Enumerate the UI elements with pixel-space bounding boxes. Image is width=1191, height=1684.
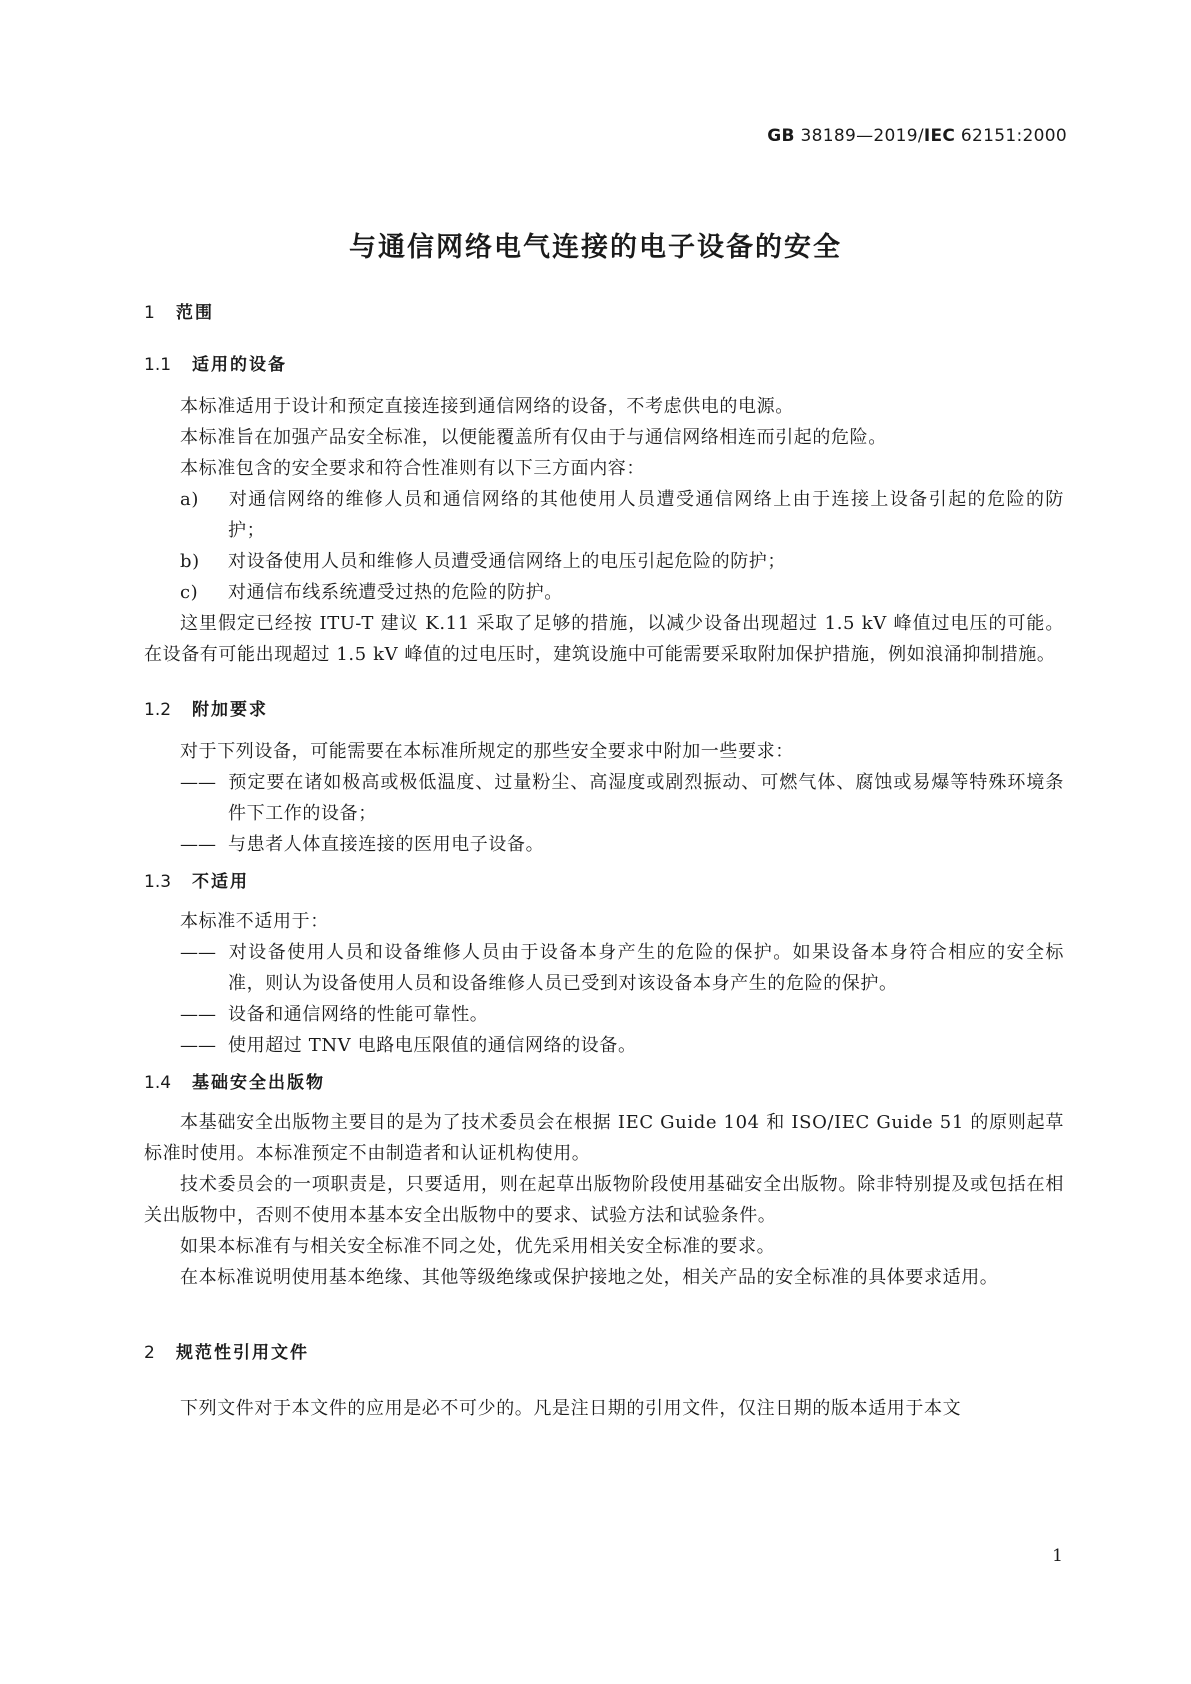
heading-section-1: [144, 298, 214, 323]
list-marker: c): [180, 582, 199, 603]
heading-section-1-4: [144, 1068, 325, 1093]
dash-item: [144, 1030, 1064, 1061]
paragraph: 本基础安全出版物主要目的是为了技术委员会在根据 IEC Guide 104 和 ISO/IEC Guide 51 的原则起草标准时使用。本标准预定不由制造者和认证机构使用。: [144, 1112, 1064, 1164]
heading-section-2: [144, 1338, 309, 1363]
std-number: 38189—2019/: [794, 126, 924, 146]
section-title: 附加要求: [192, 700, 268, 720]
list-item-text: 对通信网络的维修人员和通信网络的其他使用人员遭受通信网络上由于连接上设备引起的危险的防护；: [228, 489, 1064, 541]
dash-item-text: 预定要在诸如极高或极低温度、过量粉尘、高湿度或剧烈振动、可燃气体、腐蚀或易爆等特殊环境条件下工作的设备；: [228, 772, 1064, 824]
std-iec-prefix: IEC: [923, 126, 956, 146]
document-title: 与通信网络电气连接的电子设备的安全: [349, 232, 842, 263]
paragraph: 这里假定已经按 ITU-T 建议 K.11 采取了足够的措施，以减少设备出现超过 1.5 kV 峰值过电压的可能。在设备有可能出现超过 1.5 kV 峰值的过电压时，建筑设施中可能需要采取附加保护措施，例如浪涌抑制措施。: [144, 613, 1064, 665]
list-item: [144, 546, 1064, 577]
section-1-2-body: [144, 736, 1064, 860]
dash-item-text: 使用超过 TNV 电路电压限值的通信网络的设备。: [228, 1035, 637, 1056]
dash-marker: ——: [180, 1004, 216, 1025]
heading-section-1-2: [144, 695, 268, 720]
heading-section-1-3: [144, 867, 249, 892]
dash-marker: ——: [180, 834, 216, 855]
paragraph: 本标准旨在加强产品安全标准，以便能覆盖所有仅由于与通信网络相连而引起的危险。: [180, 427, 887, 448]
dash-item: [144, 829, 1064, 860]
dash-item-text: 设备和通信网络的性能可靠性。: [228, 1004, 489, 1025]
section-number: 1.4: [144, 1073, 172, 1093]
dash-item: [144, 937, 1064, 999]
std-iec-number: 62151:2000: [955, 126, 1067, 146]
dash-item: [144, 767, 1064, 829]
dash-marker: ——: [180, 942, 216, 963]
dash-marker: ——: [180, 1035, 216, 1056]
dash-item-text: 对设备使用人员和设备维修人员由于设备本身产生的危险的保护。如果设备本身符合相应的安全标准，则认为设备使用人员和设备维修人员已受到对该设备本身产生的危险的保护。: [228, 942, 1064, 994]
dash-item-text: 与患者人体直接连接的医用电子设备。: [228, 834, 545, 855]
paragraph: 技术委员会的一项职责是，只要适用，则在起草出版物阶段使用基础安全出版物。除非特别提及或包括在相关出版物中，否则不使用本基本安全出版物中的要求、试验方法和试验条件。: [144, 1174, 1064, 1226]
section-number: 1.3: [144, 872, 172, 892]
paragraph: 在本标准说明使用基本绝缘、其他等级绝缘或保护接地之处，相关产品的安全标准的具体要求适用。: [180, 1267, 999, 1288]
paragraph: 下列文件对于本文件的应用是必不可少的。凡是注日期的引用文件，仅注日期的版本适用于本文: [180, 1398, 962, 1419]
paragraph: 对于下列设备，可能需要在本标准所规定的那些安全要求中附加一些要求：: [180, 741, 794, 762]
list-marker: a): [180, 489, 199, 510]
list-marker: b): [180, 551, 200, 572]
paragraph: 如果本标准有与相关安全标准不同之处，优先采用相关安全标准的要求。: [180, 1236, 776, 1257]
page-number: 1: [1052, 1546, 1063, 1566]
section-1-3-body: [144, 906, 1064, 1061]
section-number: 2: [144, 1343, 155, 1363]
section-title: 规范性引用文件: [176, 1343, 309, 1363]
section-1-1-body: [144, 391, 1064, 670]
list-item-text: 对通信布线系统遭受过热的危险的防护。: [228, 582, 563, 603]
paragraph: 本标准包含的安全要求和符合性准则有以下三方面内容：: [180, 458, 645, 479]
section-title: 范围: [176, 303, 214, 323]
section-title: 适用的设备: [192, 355, 287, 375]
section-1-4-body: [144, 1107, 1064, 1293]
paragraph: 本标准不适用于：: [180, 911, 329, 932]
standard-code: [767, 126, 1067, 146]
section-number: 1.2: [144, 700, 172, 720]
std-prefix: GB: [767, 126, 795, 146]
section-2-body: [144, 1393, 1064, 1424]
list-item: [144, 577, 1064, 608]
section-title: 基础安全出版物: [192, 1073, 325, 1093]
list-item: [144, 484, 1064, 546]
dash-item: [144, 999, 1064, 1030]
paragraph: 本标准适用于设计和预定直接连接到通信网络的设备，不考虑供电的电源。: [180, 396, 794, 417]
section-number: 1: [144, 303, 155, 323]
section-number: 1.1: [144, 355, 172, 375]
section-title: 不适用: [192, 872, 249, 892]
heading-section-1-1: [144, 350, 287, 375]
dash-marker: ——: [180, 772, 216, 793]
list-item-text: 对设备使用人员和维修人员遭受通信网络上的电压引起危险的防护；: [228, 551, 786, 572]
